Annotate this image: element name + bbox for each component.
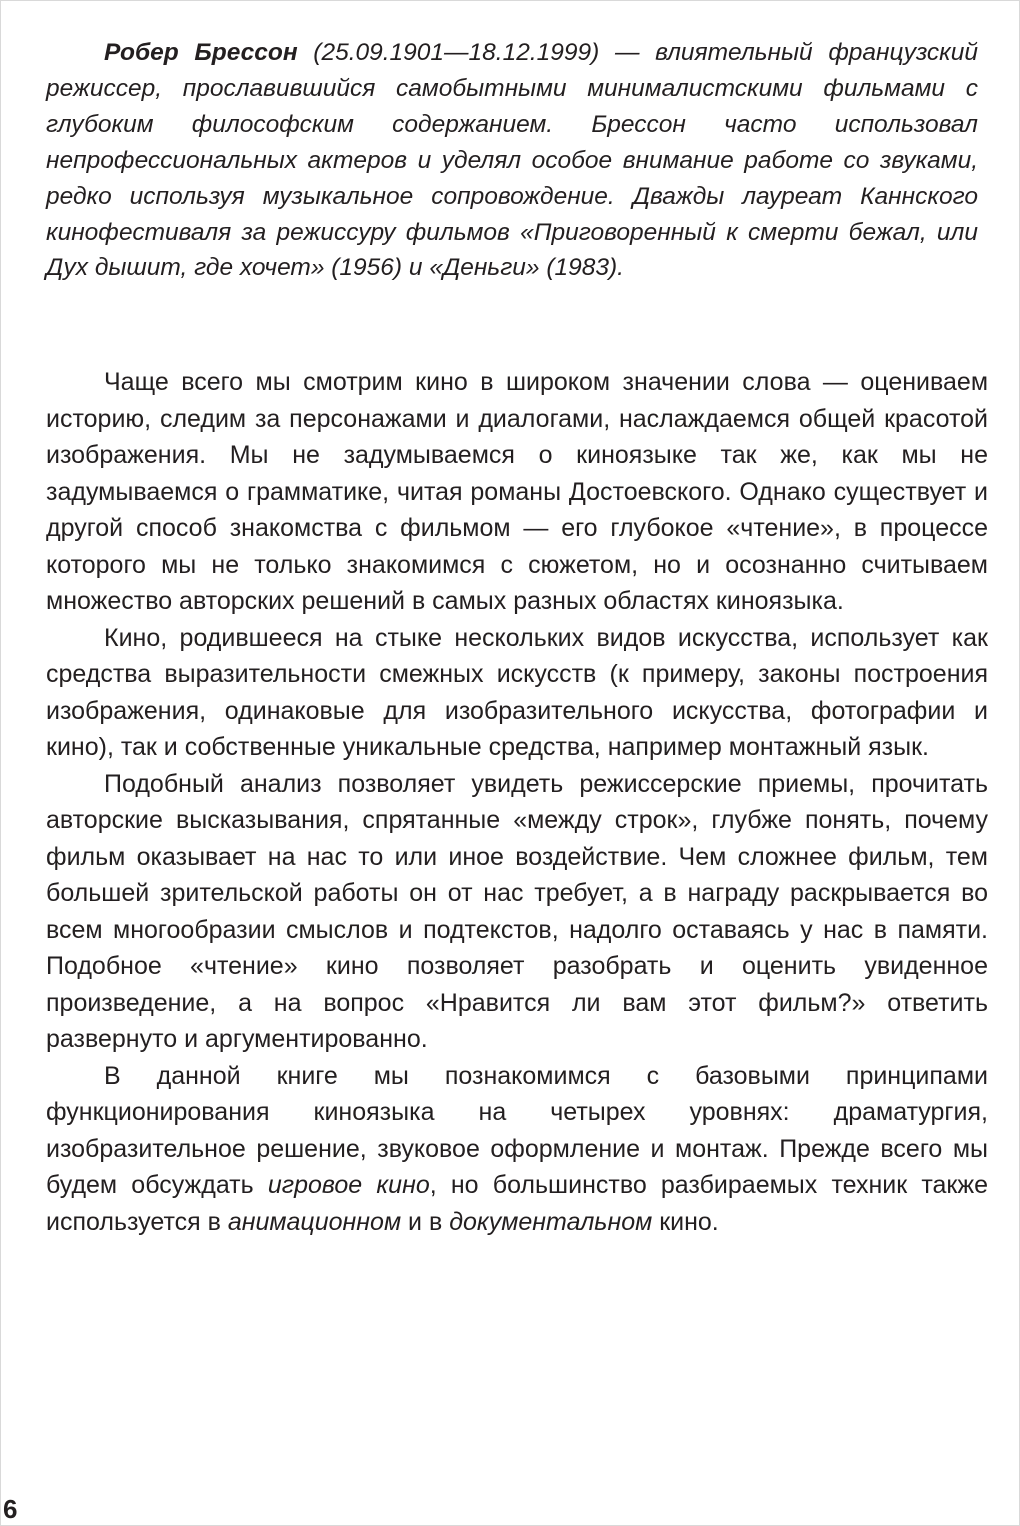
main-text: [46, 364, 988, 1240]
emphasis-feature-film: игровое кино: [267, 1171, 430, 1199]
paragraph-4-text-3: и в: [401, 1207, 450, 1236]
page-number: 6: [3, 1494, 18, 1524]
paragraph-1: Чаще всего мы смотрим кино в широком значении слова — оцениваем историю, следим за персонажами и диалогами, наслаждаемся общей красотой изображения. Мы не задумываемся о киноязыке так же, как мы не задумываемся о грамматике, читая романы Достоевского. Однако существует и другой способ знакомства с фильмом — его глубокое «чтение», в процессе которого мы не только знакомимся с сюжетом, но и осознанно считываем множество авторских решений в самых разных областях киноязыка.: [46, 368, 988, 615]
paragraph-4-text-4: кино.: [652, 1207, 719, 1236]
biography-note: [46, 35, 978, 286]
person-name: Робер Брессон: [104, 39, 298, 66]
paragraph-2: Кино, родившееся на стыке нескольких видов искусства, использует как средства выразительности смежных искусств (к примеру, законы построения изображения, одинаковые для изобразительного искусства, фотографии и кино), так и собственные уникальные средства, например монтажный язык.: [46, 623, 988, 761]
emphasis-documentary: документальном: [449, 1207, 653, 1236]
paragraph-4-text-1: В данной книге мы познакомимся с базовыми принципами функционирования киноязыка на четырех уровнях: драматургия, изобразительное решение, звуковое оформление и монтаж. Прежде всего мы будем обсуждать: [46, 1061, 988, 1199]
paragraph-3: Подобный анализ позволяет увидеть режиссерские приемы, прочитать авторские высказывания, спрятанные «между строк», глубже понять, почему фильм оказывает на нас то или иное воздействие. Чем сложнее фильм, тем большей зрительской работы он от нас требует, а в награду раскрывается во всем многообразии смыслов и подтекстов, надолго оставаясь у нас в памяти. Подобное «чтение» кино позволяет разобрать и оценить увиденное произведение, а на вопрос «Нравится ли вам этот фильм?» ответить развернуто и аргументированно.: [46, 769, 988, 1053]
paragraph-4: [46, 1058, 988, 1241]
paragraph-4-text-2: , но большинство разбираемых техник также используется в: [46, 1171, 988, 1236]
emphasis-animated: анимационном: [227, 1207, 402, 1236]
biography-text: (25.09.1901—18.12.1999) — влиятельный французский режиссер, прославившийся самобытными минималистскими фильмами с глубоким философским содержанием. Брессон часто использовал непрофессиональных актеров и уделял особое внимание работе со звуками, редко используя музыкальное сопровождение. Дважды лауреат Каннского кинофестиваля за режиссуру фильмов «Приговоренный к смерти бежал, или Дух дышит, где хочет» (1956) и «Деньги» (1983).: [46, 39, 978, 282]
